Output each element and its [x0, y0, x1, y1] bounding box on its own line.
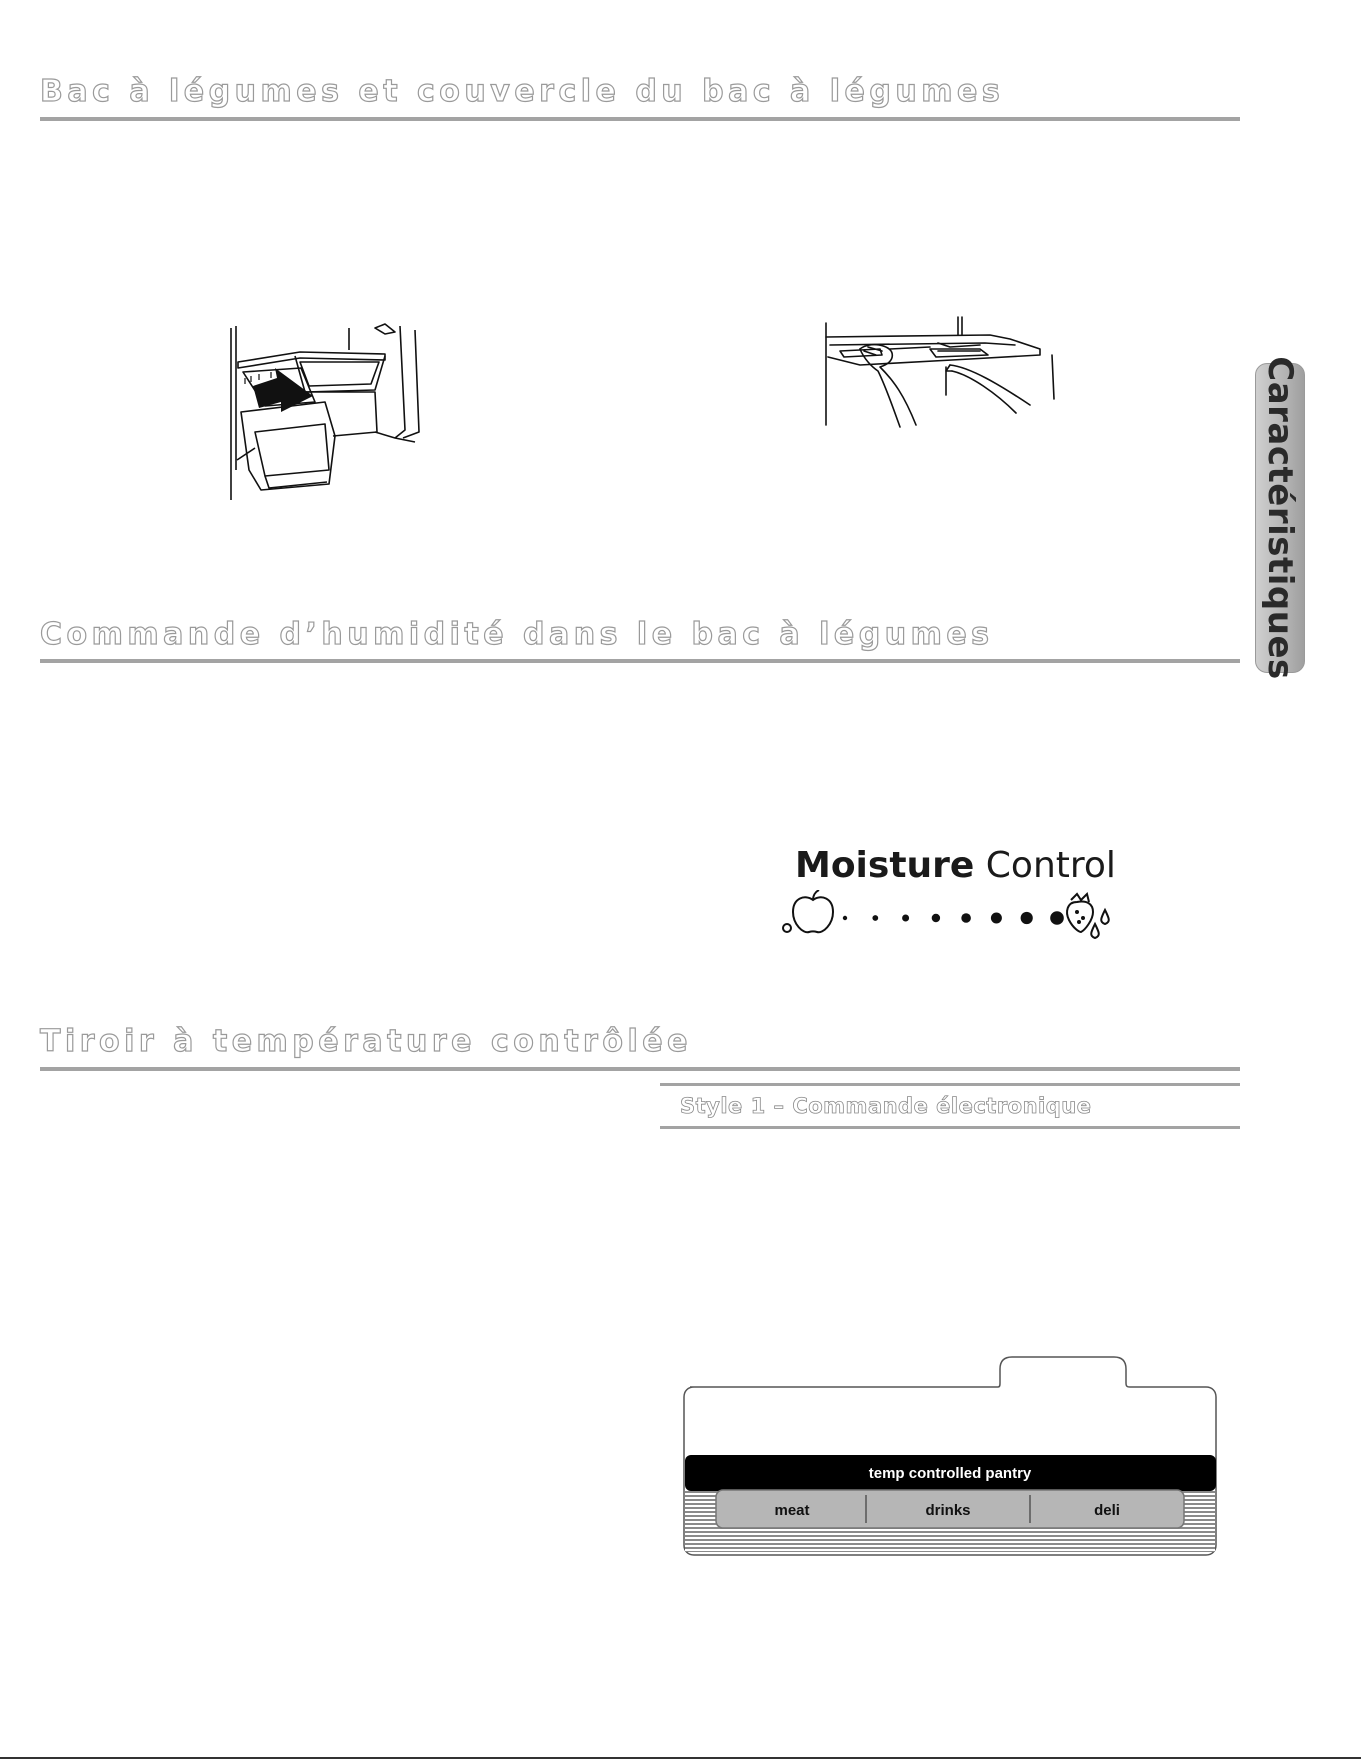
- section-rule-humidity: [40, 659, 1240, 663]
- subhead-rule-top: [660, 1083, 1240, 1086]
- section-rule-crisper: [40, 117, 1240, 121]
- moisture-level-dot: [991, 913, 1002, 924]
- side-tab: [1255, 356, 1305, 680]
- drinks-button[interactable]: drinks: [925, 1502, 971, 1519]
- moisture-title-bold: Moisture: [795, 845, 975, 886]
- section-rule-pantry: [40, 1067, 1240, 1071]
- moisture-level-dot: [961, 913, 971, 923]
- style1-title: Style 1 – Commande électronique: [680, 1094, 1092, 1118]
- moisture-level-dot: [872, 915, 878, 921]
- side-tab-label: Caractéristiques: [1260, 356, 1300, 680]
- moisture-level-dot: [932, 914, 940, 922]
- deli-button[interactable]: deli: [1094, 1502, 1120, 1519]
- section-title-pantry: Tiroir à température contrôlée: [40, 1024, 692, 1059]
- section-title-humidity: Commande d’humidité dans le bac à légumes: [40, 617, 994, 652]
- pantry-control-panel: [680, 1355, 1220, 1560]
- moisture-level-dot: [1050, 911, 1064, 925]
- subhead-rule-bottom: [660, 1126, 1240, 1129]
- water-drops-icon: [1091, 910, 1109, 938]
- footer-rule: [0, 1757, 1361, 1759]
- moisture-title-regular: Control: [985, 845, 1116, 886]
- meat-button[interactable]: meat: [774, 1502, 810, 1519]
- moisture-control-title: [795, 845, 1116, 886]
- moisture-level-dot: [902, 915, 909, 922]
- pantry-panel-header: temp controlled pantry: [868, 1465, 1032, 1482]
- crisper-cover-illustration: [820, 315, 1080, 435]
- apple-icon: [783, 890, 833, 932]
- moisture-level-dot: [1021, 912, 1033, 924]
- moisture-level-dot: [843, 916, 847, 920]
- moisture-control-scale: [775, 890, 1125, 940]
- moisture-level-dots: [843, 911, 1064, 925]
- crisper-drawer-illustration: [225, 320, 445, 500]
- strawberry-icon: [1067, 894, 1093, 932]
- section-title-crisper: Bac à légumes et couvercle du bac à légumes: [40, 74, 1005, 109]
